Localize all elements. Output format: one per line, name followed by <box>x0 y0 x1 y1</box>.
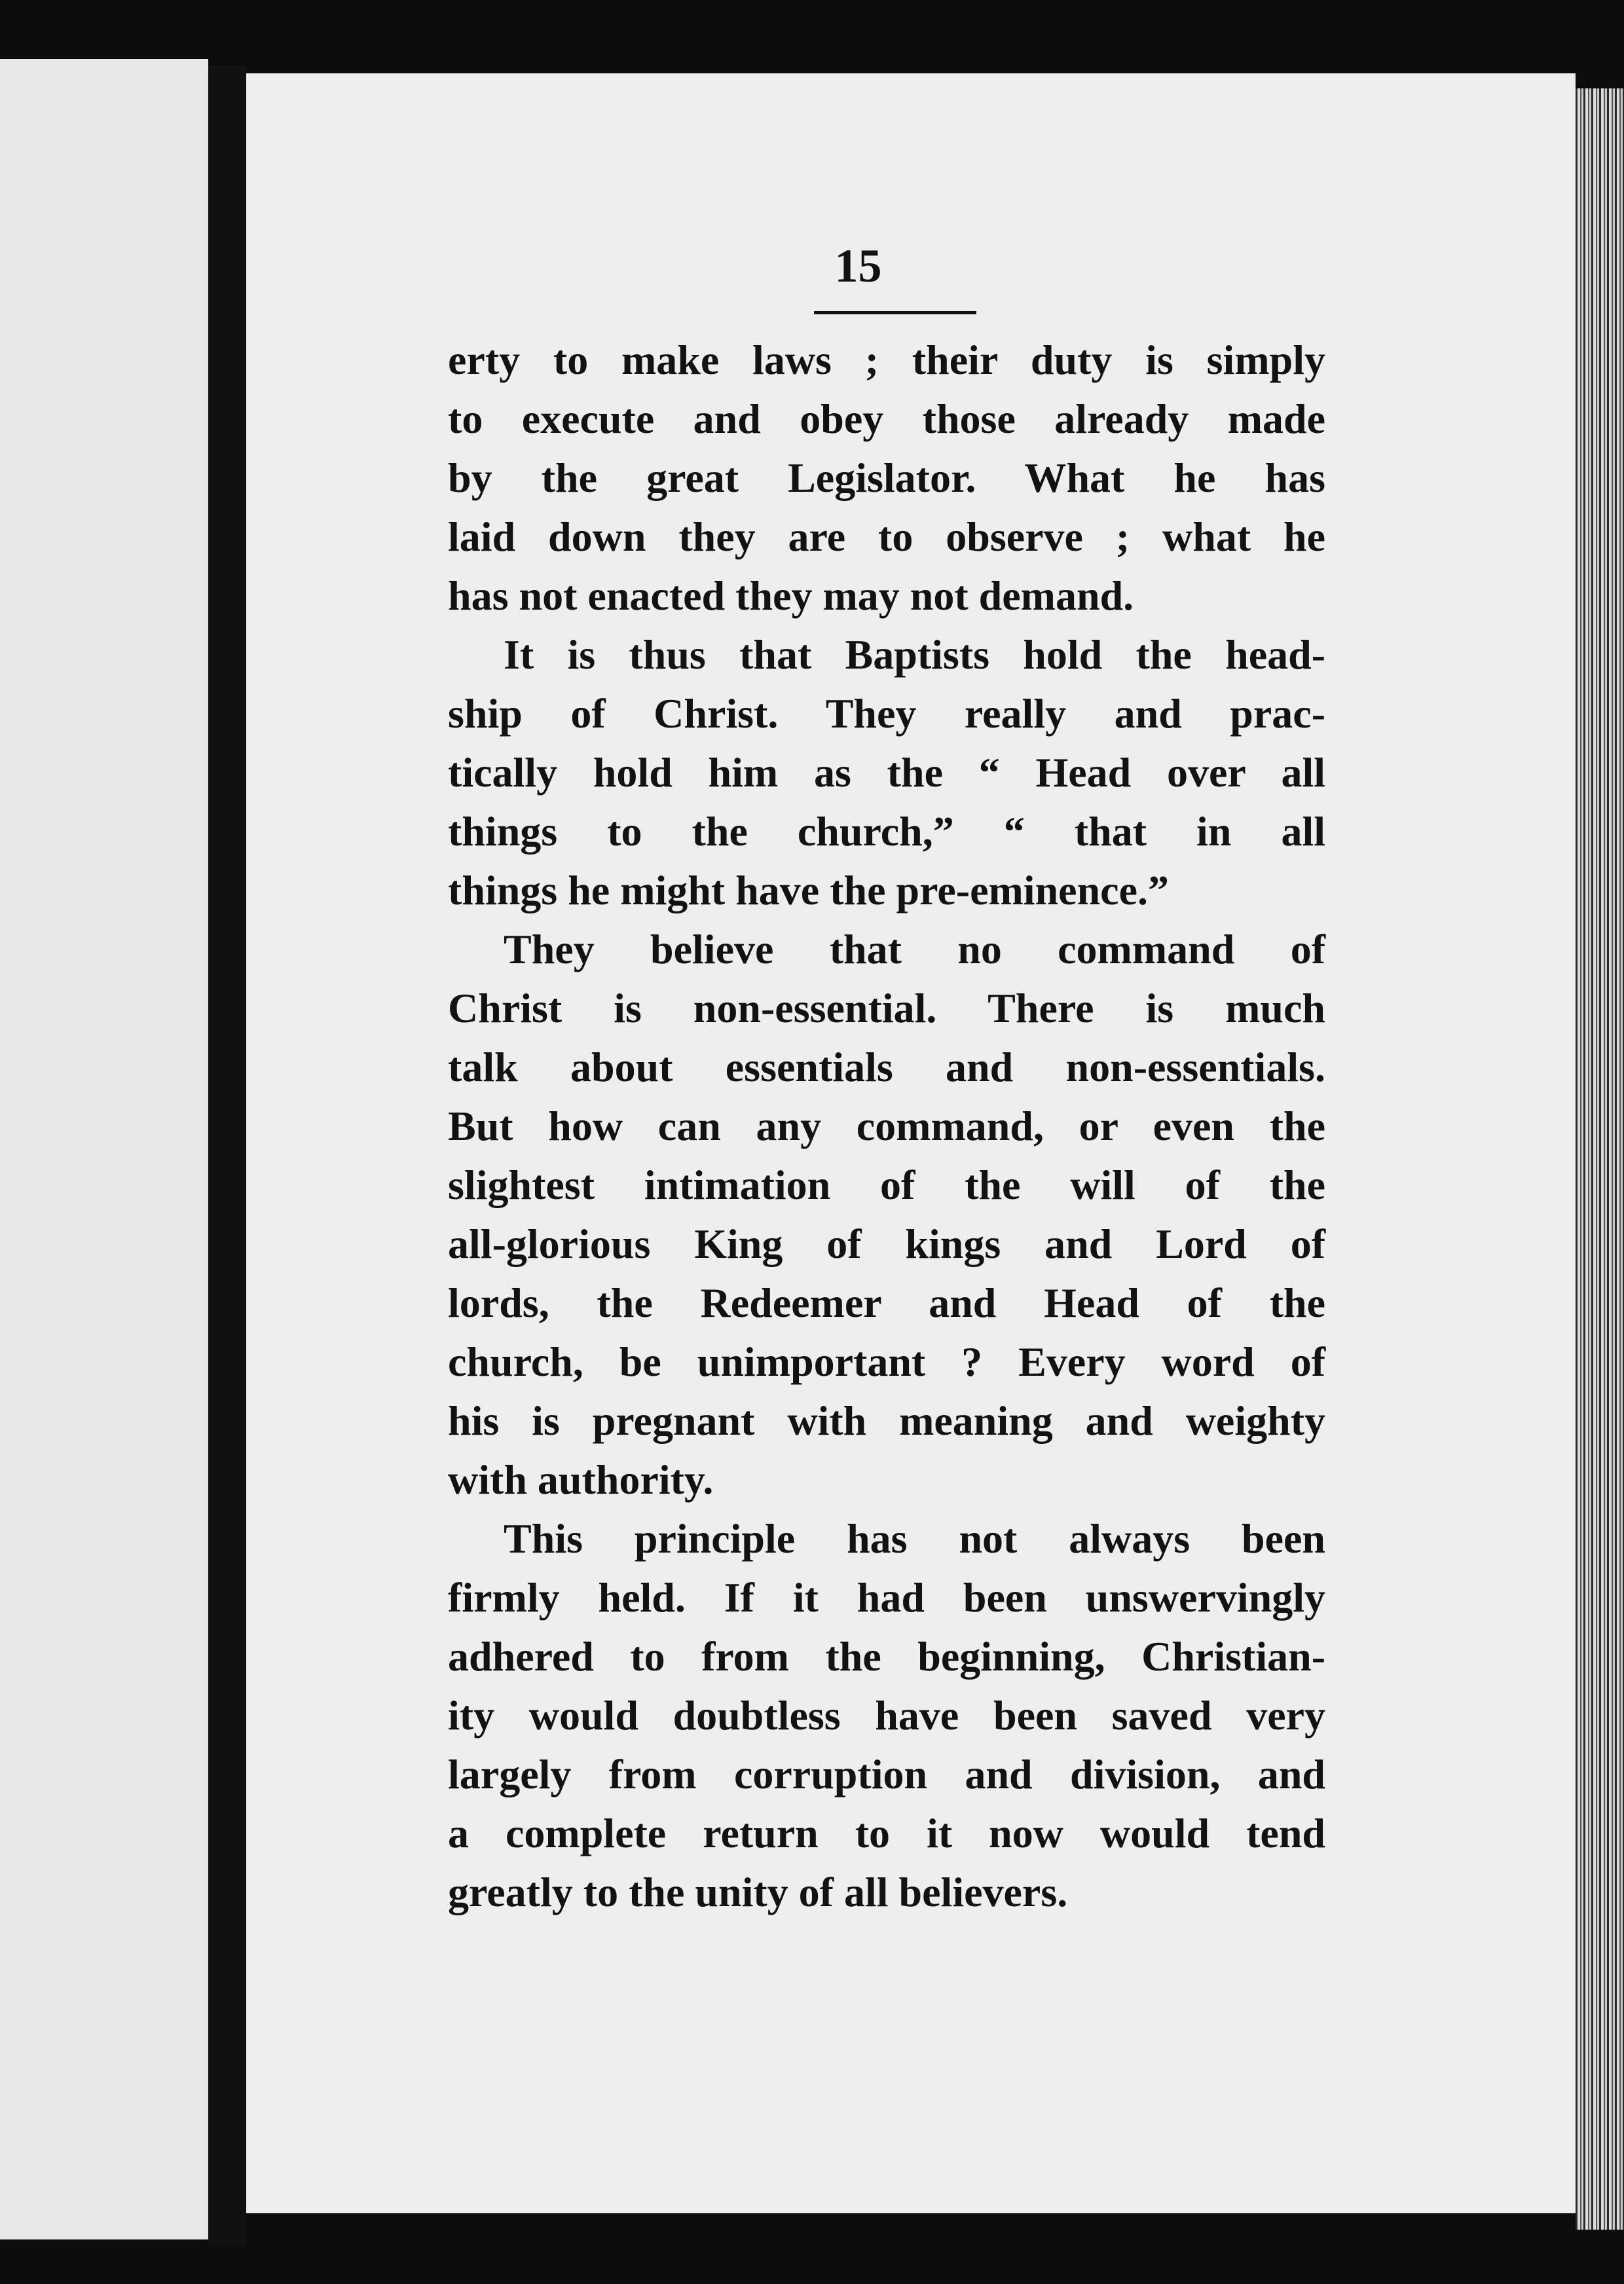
body-text <box>448 331 1325 1922</box>
text-line: with authority. <box>448 1456 714 1503</box>
text-line: his is pregnant with meaning and weighty <box>448 1397 1325 1444</box>
page-edges <box>1576 88 1624 2230</box>
book-gutter <box>208 65 246 2246</box>
text-line: largely from corruption and division, and <box>448 1751 1325 1797</box>
text-line: by the great Legislator. What he has <box>448 454 1325 501</box>
text-line: adhered to from the beginning, Christian- <box>448 1633 1325 1680</box>
text-line: It is thus that Baptists hold the head- <box>504 631 1325 678</box>
text-line: a complete return to it now would tend <box>448 1810 1325 1856</box>
text-line: laid down they are to observe ; what he <box>448 513 1325 560</box>
page-number: 15 <box>834 240 882 292</box>
text-line: to execute and obey those already made <box>448 396 1325 442</box>
text-line: tically hold him as the “ Head over all <box>448 749 1325 796</box>
paragraph <box>448 625 1325 920</box>
text-line: talk about essentials and non-essentials. <box>448 1044 1325 1090</box>
text-line: erty to make laws ; their duty is simply <box>448 337 1325 383</box>
text-line: church, be unimportant ? Every word of <box>448 1338 1325 1385</box>
text-line: things he might have the pre-eminence.” <box>448 867 1169 913</box>
text-line: has not enacted they may not demand. <box>448 572 1134 619</box>
text-line: ity would doubtless have been saved very <box>448 1692 1325 1739</box>
text-line: They believe that no command of <box>504 926 1325 972</box>
text-line: ship of Christ. They really and prac- <box>448 690 1325 737</box>
text-line: Christ is non-essential. There is much <box>448 985 1325 1031</box>
text-line: But how can any command, or even the <box>448 1103 1325 1149</box>
text-line: This principle has not always been <box>504 1515 1325 1562</box>
facing-page-edge <box>0 59 208 2239</box>
text-line: all-glorious King of kings and Lord of <box>448 1221 1325 1267</box>
paragraph <box>448 1509 1325 1922</box>
text-line: slightest intimation of the will of the <box>448 1162 1325 1208</box>
text-line: firmly held. If it had been unswervingly <box>448 1574 1325 1621</box>
text-line: greatly to the unity of all believers. <box>448 1869 1068 1915</box>
text-line: lords, the Redeemer and Head of the <box>448 1280 1325 1326</box>
text-line: things to the church,” “ that in all <box>448 808 1325 855</box>
paragraph <box>448 331 1325 625</box>
header-rule <box>814 311 976 314</box>
paragraph <box>448 920 1325 1509</box>
